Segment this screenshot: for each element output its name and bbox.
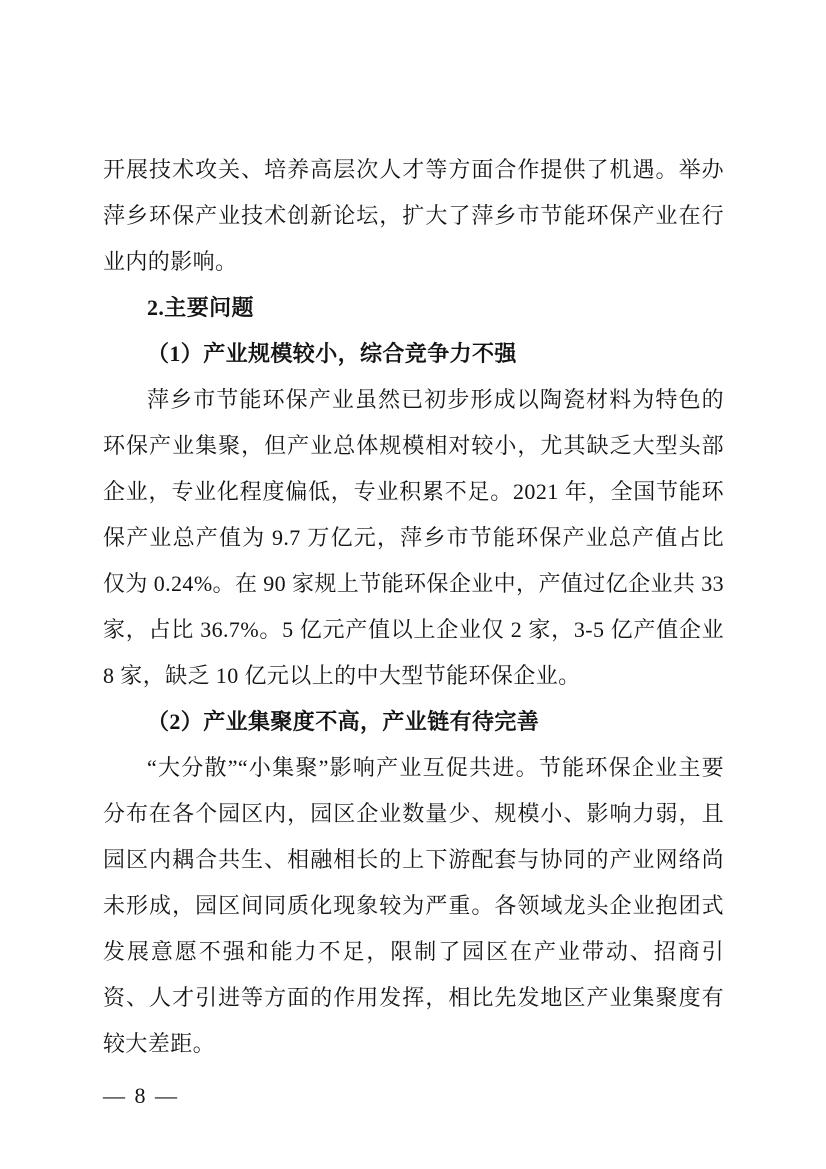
body-paragraph-clustering: “大分散”“小集聚”影响产业互促共进。节能环保企业主要分布在各个园区内，园区企业数量少、规模小、影响力弱，且园区内耦合共生、相融相长的上下游配套与协同的产业网络尚未形成，园区间同质化现象较为严重。各领域龙头企业抱团式发展意愿不强和能力不足，限制了园区在产业带动、招商引资、人才引进等方面的作用发挥，相比先发地区产业集聚度有较大差距。 (103, 755, 724, 1056)
document-body (103, 147, 724, 1067)
subsection-heading-1: （1）产业规模较小，综合竞争力不强 (147, 341, 517, 366)
section-heading-main-problems: 2.主要问题 (147, 295, 254, 320)
body-paragraph-scale: 萍乡市节能环保产业虽然已初步形成以陶瓷材料为特色的环保产业集聚，但产业总体规模相对较小，尤其缺乏大型头部企业，专业化程度偏低，专业积累不足。2021 年，全国节能环保产业总产值为 9.7 万亿元，萍乡市节能环保产业总产值占比仅为 0.24%。在 90 家规上节能环保企业中，产值过亿企业共 33 家，占比 36.7%。5 亿元产值以上企业仅 2 家，3-5 亿产值企业 8 家，缺乏 10 亿元以上的中大型节能环保企业。 (103, 387, 724, 688)
page-number: — 8 — (103, 1083, 179, 1108)
body-paragraph-continuation: 开展技术攻关、培养高层次人才等方面合作提供了机遇。举办萍乡环保产业技术创新论坛，扩大了萍乡市节能环保产业在行业内的影响。 (103, 157, 724, 274)
subsection-heading-2: （2）产业集聚度不高，产业链有待完善 (147, 709, 540, 734)
